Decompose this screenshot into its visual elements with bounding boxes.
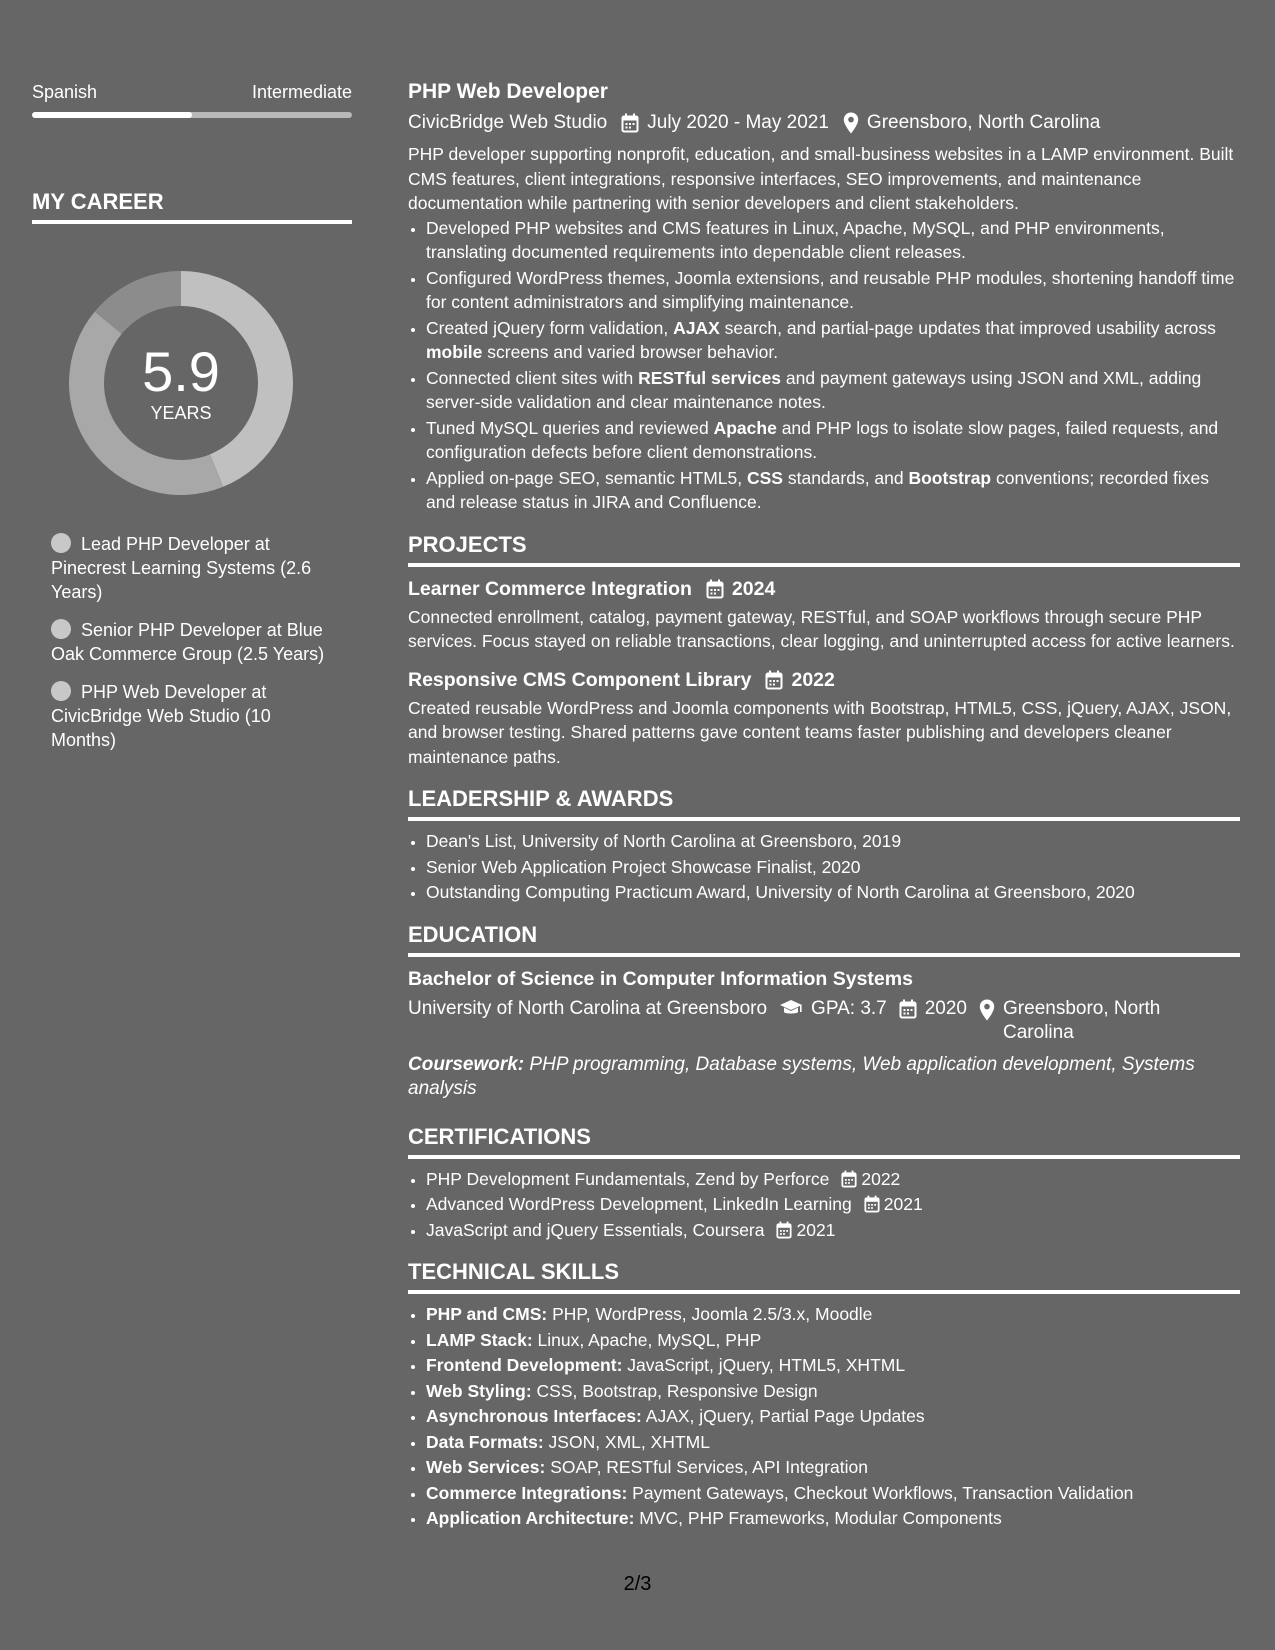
school-name: University of North Carolina at Greensboro: [408, 997, 768, 1019]
certification-name: • Advanced WordPress Development, LinkedIn Learning: [426, 1194, 852, 1214]
skill-item: [426, 1328, 1240, 1353]
skill-item: [426, 1430, 1240, 1455]
project-item: [408, 575, 1240, 654]
skill-label: Web Styling:: [426, 1380, 532, 1401]
certification-name: • PHP Development Fundamentals, Zend by Perforce: [426, 1168, 830, 1189]
job-meta: [408, 110, 1240, 136]
skill-item: [426, 1353, 1240, 1378]
project-year: 2024: [731, 577, 776, 600]
skills-list: [408, 1302, 1240, 1531]
skill-value: SOAP, RESTful Services, API Integration: [545, 1457, 868, 1477]
education-location: Greensboro, North Carolina: [1003, 997, 1161, 1043]
job-bullet-text: Applied on-page SEO, semantic HTML5,: [426, 467, 747, 488]
project-description: Connected enrollment, catalog, payment gateway, RESTful, and SOAP workflows through secure PHP services. Focus stayed on reliable transactions, clear logging, and uninterrupted access for active learners.: [408, 606, 1235, 651]
job-bullet-text: search, and partial-page updates that improved usability across: [719, 317, 1216, 338]
job-bullet-text: screens and varied browser behavior.: [482, 342, 779, 362]
job-bullet-text: Developed PHP websites and CMS features in Linux, Apache, MySQL, and PHP environments, translating documented requirements into dependable client releases.: [426, 217, 1165, 262]
language-name: Spanish: [32, 82, 98, 102]
job-title: PHP Web Developer: [408, 80, 608, 103]
skill-item: [426, 1379, 1240, 1404]
project-header: [408, 666, 1240, 694]
job-bullet-text: Created jQuery form validation,: [426, 317, 674, 338]
language-proficiency-bar: [32, 112, 352, 118]
skill-label: LAMP Stack:: [426, 1329, 533, 1350]
skills-section-title: TECHNICAL SKILLS: [408, 1258, 1240, 1294]
sidebar: [32, 80, 352, 766]
job-bullet: [426, 416, 1240, 465]
job-bullet-highlight: RESTful services: [638, 367, 782, 388]
certification-name: • JavaScript and jQuery Essentials, Coursera: [426, 1219, 765, 1240]
skill-item: [426, 1404, 1240, 1429]
coursework-list: PHP programming, Database systems, Web application development, Systems analysis: [408, 1053, 1195, 1099]
language-proficiency-fill: [32, 112, 192, 118]
certification-year: 2021: [796, 1219, 836, 1240]
certification-item: [426, 1218, 1240, 1243]
skill-value: JSON, XML, XHTML: [543, 1431, 710, 1452]
career-legend-item: [51, 532, 352, 604]
career-legend-item: [51, 680, 352, 752]
job-bullet: [426, 216, 1240, 265]
career-legend-label: PHP Web Developer at CivicBridge Web Studio (10 Months): [51, 682, 271, 750]
graduation-year: 2020: [924, 997, 968, 1019]
job-company: CivicBridge Web Studio: [408, 112, 608, 133]
degree-title: Bachelor of Science in Computer Information Systems: [408, 967, 913, 990]
job-bullet-text: Tuned MySQL queries and reviewed: [426, 417, 714, 438]
career-total-years: 5.9: [142, 340, 220, 403]
education-section-title: EDUCATION: [408, 921, 1240, 957]
job-dates: July 2020 - May 2021: [647, 112, 829, 133]
map-pin-icon: [979, 999, 995, 1021]
skill-value: CSS, Bootstrap, Responsive Design: [531, 1380, 818, 1401]
skill-value: AJAX, jQuery, Partial Page Updates: [641, 1406, 925, 1426]
job-bullet-text: and payment gateways using JSON and XML, adding server-side validation and clear maintenance notes.: [426, 367, 1202, 412]
language-level: Intermediate: [251, 82, 352, 102]
career-legend-item: [51, 618, 352, 666]
job-bullet: [426, 316, 1240, 365]
skill-value: PHP, WordPress, Joomla 2.5/3.x, Moodle: [547, 1304, 873, 1324]
graduation-cap-icon: [779, 999, 803, 1017]
leadership-section-title: LEADERSHIP & AWARDS: [408, 785, 1240, 821]
job-summary: PHP developer supporting nonprofit, education, and small-business websites in a LAMP environment. Built CMS features, client integrations, responsive interfaces, SEO improvements, and maintenance documentation while partnering with senior developers and client stakeholders.: [408, 144, 1234, 213]
calendar-icon: [841, 1170, 857, 1188]
leadership-item: • Dean's List, University of North Carolina at Greensboro, 2019: [426, 829, 1240, 854]
job-location: Greensboro, North Carolina: [866, 112, 1101, 133]
skill-item: [426, 1455, 1240, 1480]
legend-dot-icon: [51, 681, 71, 701]
job-bullet-text: Connected client sites with: [426, 367, 639, 388]
certification-item: [426, 1167, 1240, 1192]
language-row: [32, 80, 352, 104]
project-year: 2022: [791, 668, 835, 691]
skill-item: [426, 1302, 1240, 1327]
skill-value: Linux, Apache, MySQL, PHP: [532, 1329, 762, 1350]
coursework-label: Coursework:: [408, 1053, 525, 1075]
job-bullet: [426, 266, 1240, 315]
job-bullet-highlight: CSS: [747, 467, 783, 488]
job-bullet: [426, 466, 1240, 515]
career-legend-label: Lead PHP Developer at Pinecrest Learning Systems (2.6 Years): [51, 534, 312, 602]
skill-label: Frontend Development:: [426, 1355, 623, 1375]
skill-item: [426, 1481, 1240, 1506]
certification-year: 2022: [861, 1168, 901, 1189]
project-name: Learner Commerce Integration: [408, 577, 692, 600]
leadership-item: • Senior Web Application Project Showcase Finalist, 2020: [426, 855, 1240, 880]
job-bullet-text: standards, and: [782, 467, 909, 488]
legend-dot-icon: [51, 533, 71, 553]
main-content: [408, 78, 1240, 1532]
leadership-list: [408, 829, 1240, 905]
career-section-title: MY CAREER: [32, 188, 352, 224]
career-legend: [32, 532, 352, 752]
calendar-icon: [776, 1221, 792, 1239]
job-bullet-highlight: Bootstrap: [908, 467, 992, 488]
job-bullet: [426, 366, 1240, 415]
certification-year: 2021: [883, 1194, 923, 1214]
certifications-list: [408, 1167, 1240, 1243]
job-bullets: [408, 216, 1240, 515]
calendar-icon: [864, 1195, 880, 1213]
skill-label: PHP and CMS:: [426, 1304, 548, 1324]
skill-label: Application Architecture:: [426, 1508, 635, 1528]
project-name: Responsive CMS Component Library: [408, 668, 752, 691]
map-pin-icon: [843, 112, 859, 134]
donut-center: [66, 268, 296, 498]
career-donut-chart: [66, 268, 296, 498]
project-item: [408, 666, 1240, 770]
job-bullet-highlight: AJAX: [673, 317, 720, 338]
coursework: [408, 1053, 1240, 1101]
certifications-section-title: CERTIFICATIONS: [408, 1123, 1240, 1159]
skill-value: JavaScript, jQuery, HTML5, XHTML: [622, 1355, 906, 1375]
certification-item: [426, 1192, 1240, 1217]
calendar-icon: [765, 670, 783, 690]
skill-item: [426, 1506, 1240, 1531]
calendar-icon: [621, 113, 639, 133]
legend-dot-icon: [51, 619, 71, 639]
job-bullet-highlight: mobile: [426, 342, 483, 362]
skill-value: MVC, PHP Frameworks, Modular Components: [634, 1508, 1002, 1528]
skill-label: Data Formats:: [426, 1431, 544, 1452]
skill-label: Commerce Integrations:: [426, 1482, 628, 1503]
job-bullet-highlight: Apache: [713, 417, 777, 438]
projects-section-title: PROJECTS: [408, 531, 1240, 567]
calendar-icon: [706, 579, 724, 599]
education-meta: [408, 997, 1240, 1045]
leadership-item: • Outstanding Computing Practicum Award, University of North Carolina at Greensboro, 2020: [426, 880, 1240, 905]
skill-label: Web Services:: [426, 1457, 546, 1477]
page-number: 2/3: [623, 1573, 652, 1595]
job-bullet-text: and PHP logs to isolate slow pages, failed requests, and configuration defects before client demonstrations.: [426, 417, 1219, 462]
skill-label: Asynchronous Interfaces:: [426, 1406, 642, 1426]
career-years-unit: YEARS: [150, 403, 212, 423]
calendar-icon: [899, 999, 917, 1019]
gpa: GPA: 3.7: [811, 997, 887, 1019]
project-description: Created reusable WordPress and Joomla components with Bootstrap, HTML5, CSS, jQuery, AJAX, JSON, and browser testing. Shared patterns gave content teams faster publishing and developers cleaner maintenance paths.: [408, 697, 1232, 767]
project-header: [408, 575, 1240, 603]
skill-value: Payment Gateways, Checkout Workflows, Transaction Validation: [627, 1482, 1134, 1503]
job-bullet-text: Configured WordPress themes, Joomla extensions, and reusable PHP modules, shortening handoff time for content administrators and simplifying maintenance.: [426, 267, 1235, 312]
job-bullet-text: conventions; recorded fixes and release status in JIRA and Confluence.: [426, 467, 1210, 512]
career-legend-label: Senior PHP Developer at Blue Oak Commerce Group (2.5 Years): [51, 620, 325, 664]
